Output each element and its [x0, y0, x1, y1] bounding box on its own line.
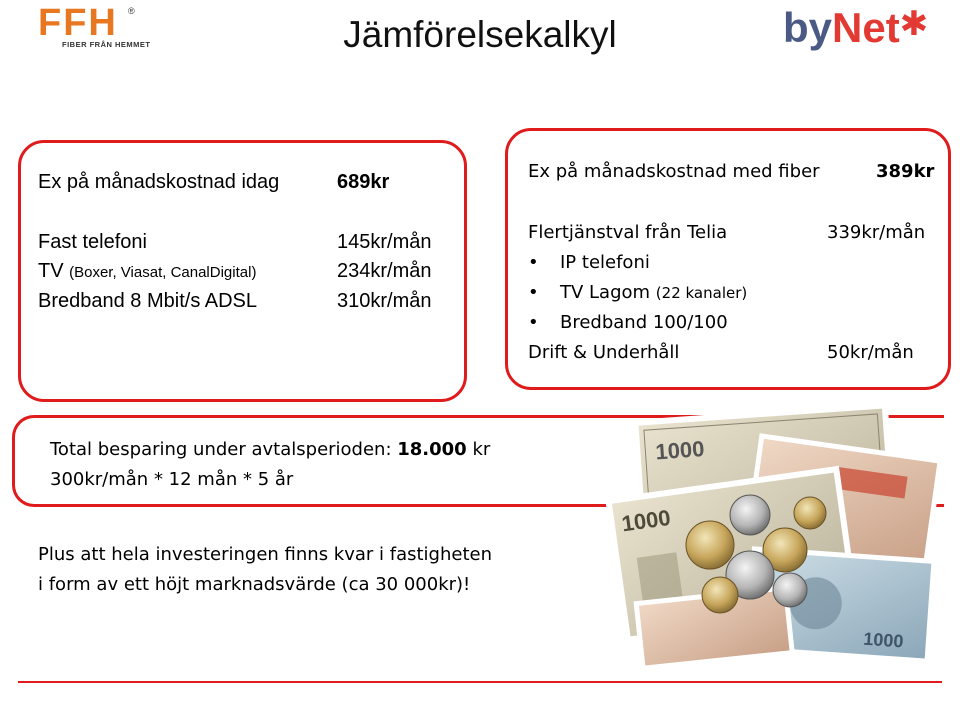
savings-line-1	[50, 435, 490, 465]
fiber-bullet-item: • Bredband 100/100	[560, 308, 728, 338]
current-row-price: 234kr/mån	[337, 260, 432, 282]
current-row-price: 145kr/mån	[337, 231, 432, 253]
savings-suffix: kr	[466, 439, 491, 460]
page-title: Jämförelsekalkyl	[343, 14, 617, 55]
svg-text:1000: 1000	[620, 504, 673, 537]
bynet-logo	[783, 4, 928, 52]
current-cost-heading: Ex på månadskostnad idag	[38, 171, 280, 193]
ffh-logo-letters: FFH	[38, 2, 118, 44]
current-row-note: (Boxer, Viasat, CanalDigital)	[69, 264, 257, 281]
savings-amount: 18.000	[397, 439, 467, 460]
fiber-service-price: 339kr/mån	[827, 222, 926, 243]
fiber-cost-total: 389kr	[876, 161, 935, 182]
fiber-service-label: Flertjänstval från Telia	[528, 222, 728, 243]
fiber-bullet-item	[560, 278, 747, 308]
current-row-label: Fast telefoni	[38, 231, 147, 253]
fiber-bullet-item: • IP telefoni	[560, 248, 650, 278]
savings-prefix: Total besparing under avtalsperioden:	[50, 439, 398, 460]
fiber-cost-heading: Ex på månadskostnad med fiber	[528, 161, 820, 182]
current-row-label-text: TV	[38, 260, 64, 282]
money-illustration	[600, 405, 940, 675]
bynet-logo-by: by	[783, 4, 833, 51]
fiber-bullet-note: (22 kanaler)	[655, 284, 748, 302]
current-cost-total: 689kr	[337, 171, 390, 193]
fiber-bullet-text: TV Lagom	[560, 282, 651, 303]
svg-text:1000: 1000	[654, 436, 706, 465]
bynet-logo-net: Net	[832, 4, 900, 51]
footer-text-line-1: Plus att hela investeringen finns kvar i fastigheten	[38, 544, 493, 565]
current-row-label	[38, 256, 256, 288]
footer-text-line-2: i form av ett höjt marknadsvärde (ca 30 000kr)!	[38, 574, 471, 595]
fiber-maintenance-price: 50kr/mån	[827, 342, 914, 363]
star-icon: ✱	[899, 5, 929, 43]
ffh-logo-registered: ®	[128, 6, 135, 16]
ffh-logo-subtitle: FIBER FRÅN HEMMET	[62, 40, 151, 49]
savings-line-2: 300kr/mån * 12 mån * 5 år	[50, 469, 294, 490]
fiber-maintenance-label: Drift & Underhåll	[528, 342, 680, 363]
svg-text:1000: 1000	[862, 628, 905, 652]
footer-divider	[18, 681, 942, 683]
current-row-price: 310kr/mån	[337, 290, 432, 312]
current-row-label: Bredband 8 Mbit/s ADSL	[38, 290, 258, 312]
